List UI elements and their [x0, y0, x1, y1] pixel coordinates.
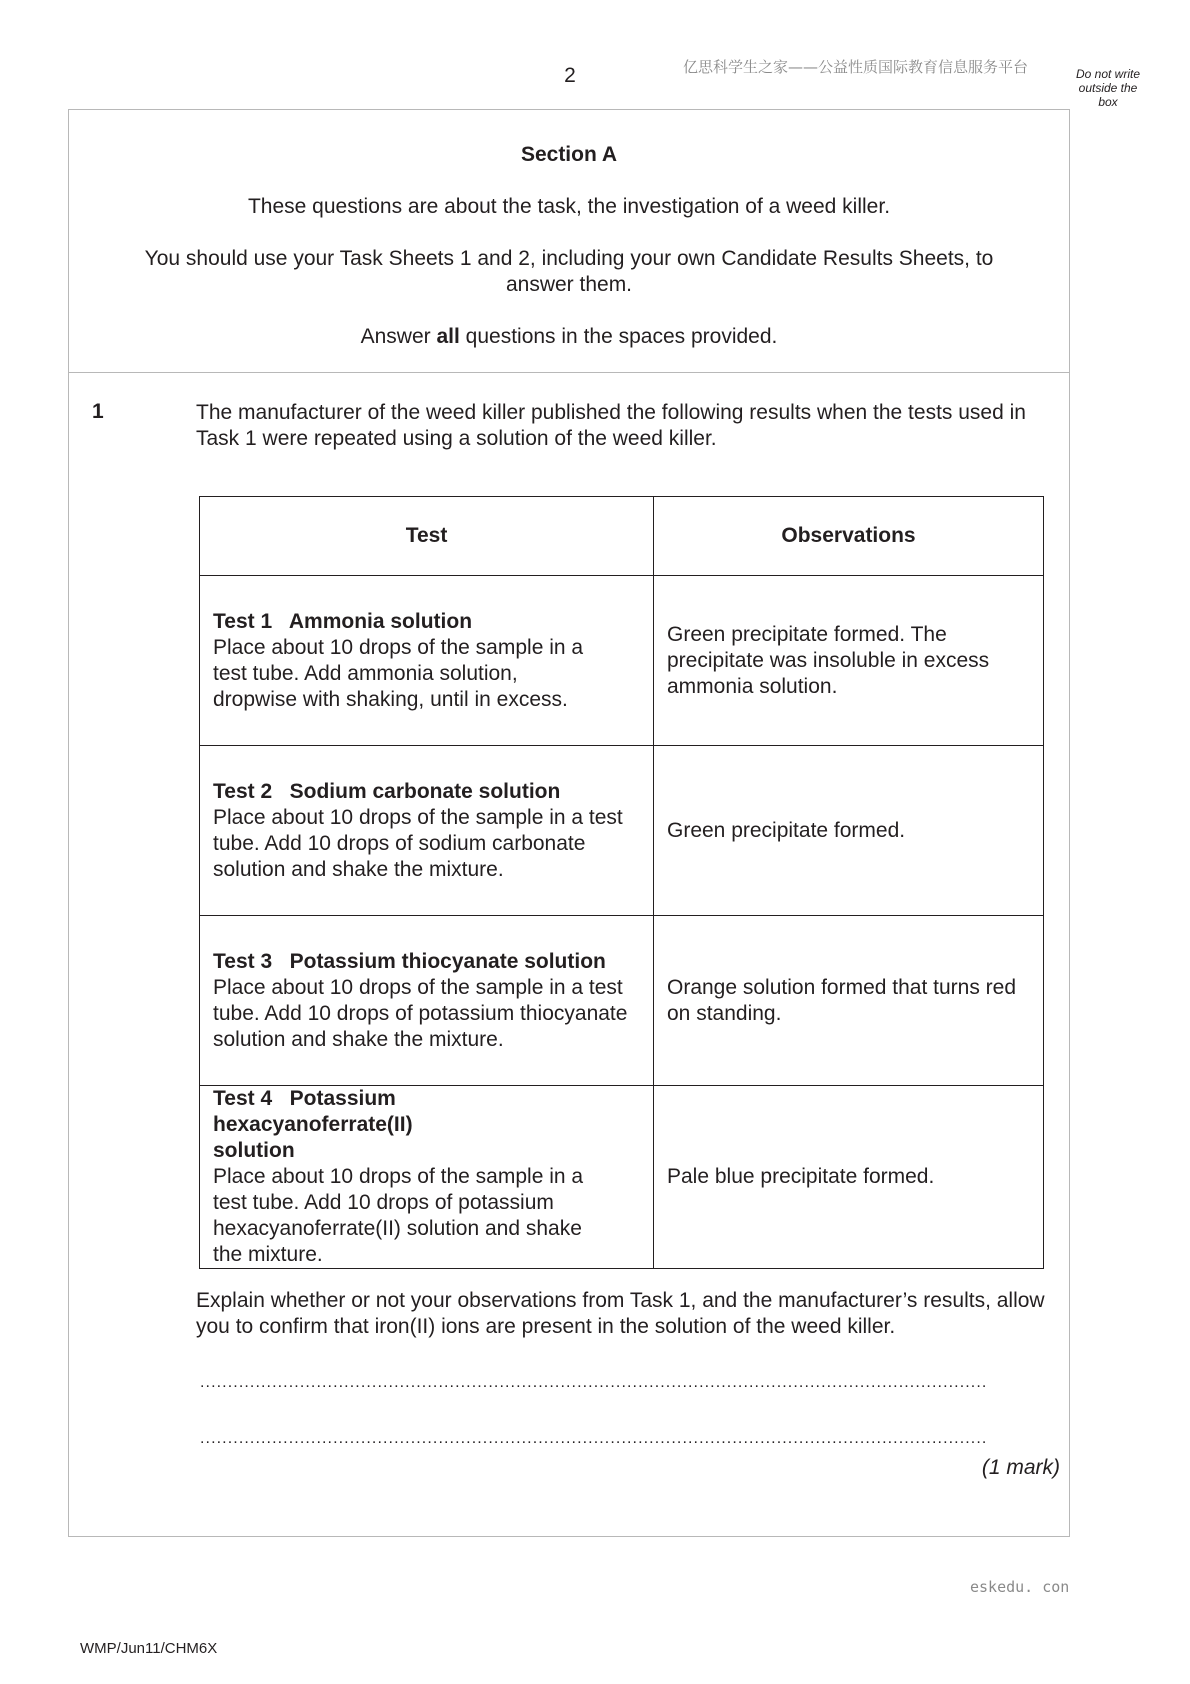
- observation-cell: Green precipitate formed.: [654, 746, 1044, 916]
- section-intro-text: These questions are about the task, the investigation of a weed killer.: [247, 195, 891, 218]
- test-title: Test 1 Ammonia solution: [213, 609, 473, 633]
- test-title: Test 3 Potassium thiocyanate solution: [213, 949, 606, 973]
- table-header-test: Test: [200, 497, 654, 576]
- margin-note: Do not write outside the box: [1075, 67, 1141, 109]
- observation-cell: Pale blue precipitate formed.: [654, 1086, 1044, 1269]
- table-header-observations: Observations: [654, 497, 1044, 576]
- test-method: Place about 10 drops of the sample in a test tube. Add ammonia solution, dropwise with shaking, until in excess.: [213, 635, 584, 711]
- question-text: The manufacturer of the weed killer published the following results when the tests used in Task 1 were repeated using a solution of the weed killer.: [196, 401, 1026, 450]
- table-header-row: [200, 497, 1044, 576]
- observation-cell: Orange solution formed that turns red on standing.: [654, 916, 1044, 1086]
- instruction-text-start: Answer: [360, 325, 437, 348]
- instruction-text-bold: all: [436, 325, 460, 348]
- table-row: [200, 1086, 1044, 1269]
- results-table: [199, 496, 1044, 1269]
- test-cell: [200, 746, 654, 916]
- test-title: Test 4 Potassium hexacyanoferrate(II) solution: [213, 1087, 419, 1162]
- question-number: 1: [92, 400, 104, 423]
- test-cell: [200, 576, 654, 746]
- test-cell: [200, 1086, 654, 1269]
- table-row: [200, 576, 1044, 746]
- test-title: Test 2 Sodium carbonate solution: [213, 779, 561, 803]
- explain-question-text: Explain whether or not your observations from Task 1, and the manufacturer’s results, allow you to confirm that iron(II) ions are present in the solution of the weed killer.: [196, 1289, 1045, 1338]
- header-watermark: 亿思科学生之家——公益性质国际教育信息服务平台: [683, 58, 1029, 76]
- footer-watermark: eskedu. con: [970, 1578, 1070, 1596]
- table-row: [200, 746, 1044, 916]
- table-row: [200, 916, 1044, 1086]
- section-instructions-text: You should use your Task Sheets 1 and 2, including your own Candidate Results Sheets, to answer them.: [144, 247, 994, 296]
- test-method: Place about 10 drops of the sample in a test tube. Add 10 drops of potassium thiocyanate solution and shake the mixture.: [213, 975, 628, 1051]
- test-method: Place about 10 drops of the sample in a test tube. Add 10 drops of potassium hexacyanoferrate(II) solution and shake the mixture.: [213, 1165, 584, 1266]
- answer-line[interactable]: ..............................................................................................................................................: [200, 1374, 988, 1391]
- page-number: 2: [564, 64, 576, 87]
- answer-all-instruction: [68, 324, 1070, 350]
- instruction-text-end: questions in the spaces provided.: [459, 325, 778, 348]
- test-method: Place about 10 drops of the sample in a test tube. Add 10 drops of sodium carbonate solution and shake the mixture.: [213, 805, 623, 881]
- answer-line[interactable]: ..............................................................................................................................................: [200, 1430, 988, 1447]
- section-divider: [68, 372, 1070, 373]
- test-cell: [200, 916, 654, 1086]
- observation-cell: Green precipitate formed. The precipitate was insoluble in excess ammonia solution.: [654, 576, 1044, 746]
- paper-reference-code: WMP/Jun11/CHM6X: [80, 1640, 218, 1657]
- section-title: Section A: [520, 143, 618, 166]
- mark-allocation: (1 mark): [981, 1456, 1060, 1479]
